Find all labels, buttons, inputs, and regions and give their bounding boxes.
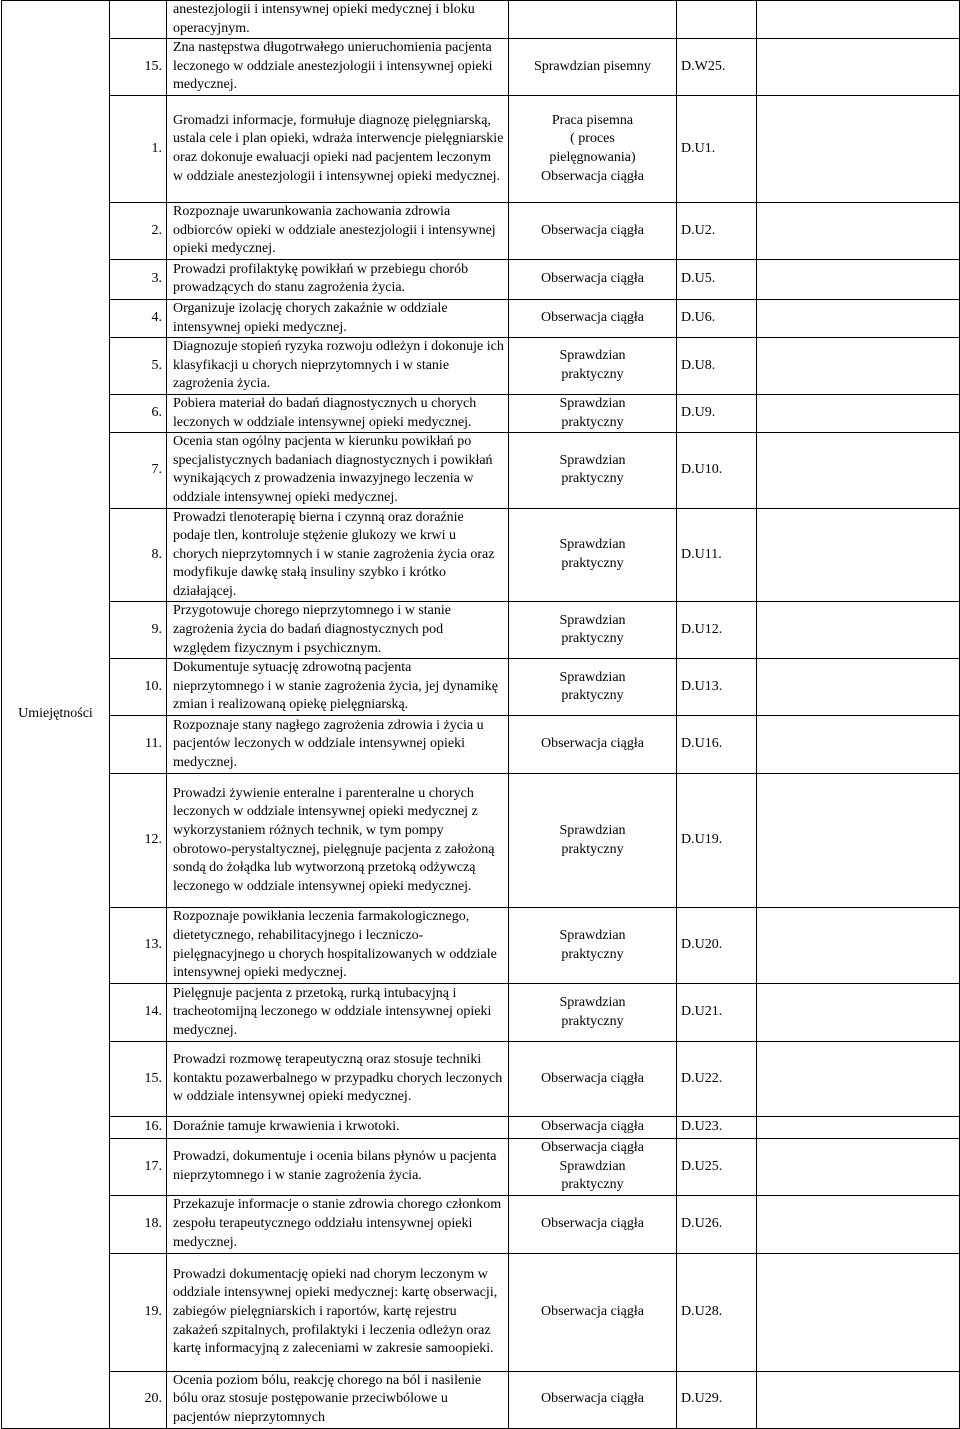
row-number: 19.	[110, 1253, 167, 1371]
table-row	[2, 1253, 960, 1371]
table-row	[2, 433, 960, 508]
table-row	[2, 1139, 960, 1196]
outcome-description: Ocenia stan ogólny pacjenta w kierunku powikłań po specjalistycznych badaniach diagnostycznych i powikłań wynikających z prowadzenia inwazyjnego leczenia w oddziale intensywnej opieki medycznej.	[167, 433, 509, 508]
row-number: 1.	[110, 95, 167, 202]
row-number: 14.	[110, 984, 167, 1042]
empty-cell	[757, 259, 960, 299]
table-row	[2, 984, 960, 1042]
outcome-description: Rozpoznaje stany nagłego zagrożenia zdrowia i życia u pacjentów leczonych w oddziale intensywnej opieki medycznej.	[167, 716, 509, 774]
outcome-code: D.U20.	[677, 908, 757, 984]
verification-method: Sprawdzian praktyczny	[509, 433, 677, 508]
empty-cell	[757, 1253, 960, 1371]
table-row	[2, 202, 960, 259]
learning-outcomes-table	[1, 0, 960, 1429]
empty-cell	[757, 984, 960, 1042]
outcome-code: D.U13.	[677, 659, 757, 716]
outcome-code: D.U25.	[677, 1139, 757, 1196]
empty-cell	[757, 338, 960, 395]
table-row	[2, 299, 960, 337]
row-number: 13.	[110, 908, 167, 984]
empty-cell	[757, 774, 960, 908]
outcome-description: Prowadzi dokumentację opieki nad chorym leczonym w oddziale intensywnej opieki medycznej: kartę obserwacji, zabiegów pielęgniarskich i raportów, kartę rejestru zakażeń szpitalnych, profilaktyki i leczenia odleżyn oraz kartę informacyjną z zaleceniami w zakresie samoopieki.	[167, 1253, 509, 1371]
verification-method: Obserwacja ciągła	[509, 1042, 677, 1117]
outcome-description: Gromadzi informacje, formułuje diagnozę pielęgniarską, ustala cele i plan opieki, wdraża interwencje pielęgniarskie oraz dokonuje ewaluacji opieki nad pacjentem leczonym w oddziale anestezjologii i intensywnej opieki medycznej.	[167, 95, 509, 202]
empty-cell	[757, 95, 960, 202]
outcome-description: Rozpoznaje powikłania leczenia farmakologicznego, dietetycznego, rehabilitacyjnego i leczniczo-pielęgnacyjnego u chorych hospitalizowanych w oddziale intensywnej opieki medycznej.	[167, 908, 509, 984]
table-row	[2, 95, 960, 202]
outcome-code: D.W25.	[677, 39, 757, 96]
outcome-code: D.U22.	[677, 1042, 757, 1117]
verification-method: Obserwacja ciągła Sprawdzian praktyczny	[509, 1139, 677, 1196]
empty-cell	[757, 716, 960, 774]
table-row	[2, 338, 960, 395]
outcome-code: D.U10.	[677, 433, 757, 508]
verification-method: Sprawdzian pisemny	[509, 39, 677, 96]
outcome-description: Dokumentuje sytuację zdrowotną pacjenta nieprzytomnego i w stanie zagrożenia życia, jej dynamikę zmian i realizowaną opiekę pielęgniarską.	[167, 659, 509, 716]
table-row	[2, 508, 960, 602]
outcome-description: Zna następstwa długotrwałego unieruchomienia pacjenta leczonego w oddziale anestezjologii i intensywnej opieki medycznej.	[167, 39, 509, 96]
verification-method: Obserwacja ciągła	[509, 1371, 677, 1428]
verification-method: Sprawdzian praktyczny	[509, 508, 677, 602]
verification-method: Sprawdzian praktyczny	[509, 774, 677, 908]
empty-cell	[757, 433, 960, 508]
row-number: 2.	[110, 202, 167, 259]
empty-cell	[757, 508, 960, 602]
row-number: 4.	[110, 299, 167, 337]
verification-method: Sprawdzian praktyczny	[509, 659, 677, 716]
verification-method: Obserwacja ciągła	[509, 1253, 677, 1371]
outcome-code: D.U16.	[677, 716, 757, 774]
outcome-code: D.U29.	[677, 1371, 757, 1428]
table-row	[2, 394, 960, 432]
row-number: 20.	[110, 1371, 167, 1428]
outcome-code: D.U23.	[677, 1117, 757, 1139]
outcome-code: D.U6.	[677, 299, 757, 337]
outcome-code: D.U2.	[677, 202, 757, 259]
row-number: 7.	[110, 433, 167, 508]
verification-method: Obserwacja ciągła	[509, 1117, 677, 1139]
category-label: Umiejętności	[2, 1, 110, 1429]
table-row	[2, 259, 960, 299]
table-row	[2, 1, 960, 39]
verification-method: Sprawdzian praktyczny	[509, 602, 677, 659]
empty-cell	[757, 1117, 960, 1139]
outcome-description: anestezjologii i intensywnej opieki medycznej i bloku operacyjnym.	[167, 1, 509, 39]
outcome-description: Ocenia poziom bólu, reakcję chorego na ból i nasilenie bólu oraz stosuje postępowanie przeciwbólowe u pacjentów nieprzytomnych	[167, 1371, 509, 1428]
row-number: 6.	[110, 394, 167, 432]
verification-method: Obserwacja ciągła	[509, 716, 677, 774]
outcome-code: D.U12.	[677, 602, 757, 659]
verification-method: Praca pisemna ( proces pielęgnowania) Obserwacja ciągła	[509, 95, 677, 202]
outcome-code: D.U19.	[677, 774, 757, 908]
outcome-description: Pielęgnuje pacjenta z przetoką, rurką intubacyjną i tracheotomijną leczonego w oddziale intensywnej opieki medycznej.	[167, 984, 509, 1042]
outcome-description: Prowadzi, dokumentuje i ocenia bilans płynów u pacjenta nieprzytomnego i w stanie zagrożenia życia.	[167, 1139, 509, 1196]
outcome-description: Rozpoznaje uwarunkowania zachowania zdrowia odbiorców opieki w oddziale anestezjologii i intensywnej opieki medycznej.	[167, 202, 509, 259]
outcome-code: D.U5.	[677, 259, 757, 299]
verification-method: Sprawdzian praktyczny	[509, 984, 677, 1042]
outcome-code: D.U9.	[677, 394, 757, 432]
table-row	[2, 1195, 960, 1253]
empty-cell	[757, 1195, 960, 1253]
verification-method: Obserwacja ciągła	[509, 259, 677, 299]
outcome-code: D.U8.	[677, 338, 757, 395]
empty-cell	[757, 39, 960, 96]
row-number: 5.	[110, 338, 167, 395]
outcome-description: Prowadzi profilaktykę powikłań w przebiegu chorób prowadzących do stanu zagrożenia życia.	[167, 259, 509, 299]
table-row	[2, 602, 960, 659]
row-number: 10.	[110, 659, 167, 716]
empty-cell	[757, 1371, 960, 1428]
outcome-description: Prowadzi rozmowę terapeutyczną oraz stosuje techniki kontaktu pozawerbalnego w przypadku chorych leczonych w oddziale intensywnej opieki medycznej.	[167, 1042, 509, 1117]
verification-method: Sprawdzian praktyczny	[509, 394, 677, 432]
outcome-description: Prowadzi żywienie enteralne i parenteralne u chorych leczonych w oddziale intensywnej opieki medycznej z wykorzystaniem różnych technik, w tym pompy obrotowo-perystaltycznej, pielęgnuje pacjenta z założoną sondą do żołądka lub wytworzoną przetoką odżywczą leczonego w oddziale intensywnej opieki medycznej.	[167, 774, 509, 908]
row-number: 16.	[110, 1117, 167, 1139]
table-row	[2, 1042, 960, 1117]
empty-cell	[757, 202, 960, 259]
empty-cell	[757, 602, 960, 659]
row-number: 15.	[110, 39, 167, 96]
empty-cell	[757, 659, 960, 716]
outcome-code	[677, 1, 757, 39]
table-row	[2, 1117, 960, 1139]
outcome-description: Przekazuje informacje o stanie zdrowia chorego członkom zespołu terapeutycznego oddziału intensywnej opieki medycznej.	[167, 1195, 509, 1253]
row-number: 17.	[110, 1139, 167, 1196]
table-row	[2, 716, 960, 774]
outcome-description: Organizuje izolację chorych zakaźnie w oddziale intensywnej opieki medycznej.	[167, 299, 509, 337]
row-number: 9.	[110, 602, 167, 659]
empty-cell	[757, 1042, 960, 1117]
outcome-description: Prowadzi tlenoterapię bierna i czynną oraz doraźnie podaje tlen, kontroluje stężenie glukozy we krwi u chorych nieprzytomnych i w stanie zagrożenia życia oraz modyfikuje dawkę stałą insuliny szybko i krótko działającej.	[167, 508, 509, 602]
outcome-code: D.U28.	[677, 1253, 757, 1371]
table-row	[2, 1371, 960, 1428]
row-number	[110, 1, 167, 39]
empty-cell	[757, 394, 960, 432]
empty-cell	[757, 1139, 960, 1196]
verification-method: Obserwacja ciągła	[509, 1195, 677, 1253]
row-number: 18.	[110, 1195, 167, 1253]
verification-method	[509, 1, 677, 39]
table-row	[2, 908, 960, 984]
outcome-code: D.U21.	[677, 984, 757, 1042]
verification-method: Sprawdzian praktyczny	[509, 908, 677, 984]
row-number: 12.	[110, 774, 167, 908]
verification-method: Obserwacja ciągła	[509, 299, 677, 337]
table-row	[2, 39, 960, 96]
row-number: 15.	[110, 1042, 167, 1117]
outcome-description: Diagnozuje stopień ryzyka rozwoju odleżyn i dokonuje ich klasyfikacji u chorych nieprzytomnych i w stanie zagrożenia życia.	[167, 338, 509, 395]
empty-cell	[757, 1, 960, 39]
row-number: 11.	[110, 716, 167, 774]
outcome-code: D.U26.	[677, 1195, 757, 1253]
empty-cell	[757, 299, 960, 337]
outcome-code: D.U11.	[677, 508, 757, 602]
outcome-description: Doraźnie tamuje krwawienia i krwotoki.	[167, 1117, 509, 1139]
outcome-code: D.U1.	[677, 95, 757, 202]
verification-method: Obserwacja ciągła	[509, 202, 677, 259]
table-row	[2, 774, 960, 908]
row-number: 8.	[110, 508, 167, 602]
outcome-description: Pobiera materiał do badań diagnostycznych u chorych leczonych w oddziale intensywnej opieki medycznej.	[167, 394, 509, 432]
outcome-description: Przygotowuje chorego nieprzytomnego i w stanie zagrożenia życia do badań diagnostycznych pod względem fizycznym i psychicznym.	[167, 602, 509, 659]
verification-method: Sprawdzian praktyczny	[509, 338, 677, 395]
table-row	[2, 659, 960, 716]
row-number: 3.	[110, 259, 167, 299]
empty-cell	[757, 908, 960, 984]
